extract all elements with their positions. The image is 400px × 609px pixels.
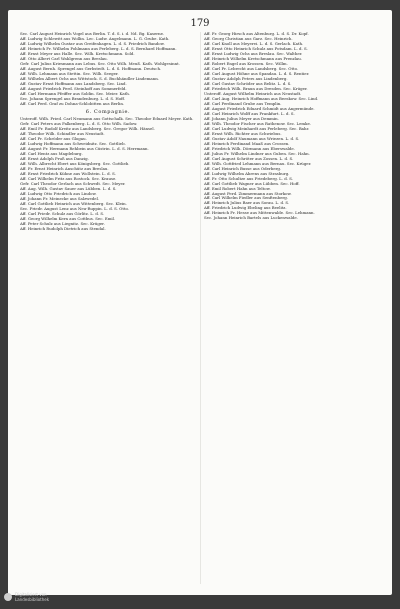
roster-entry: Aff. Carl Heinrich Busse aus Oderberg. — [204, 165, 282, 171]
roster-entry: Aff. Fr. Otto Schultze aus Friedeberg. L. d. S. — [204, 175, 293, 181]
roster-entry: Aff. Wilhelm Albert Ochs aus Wittstock. S. d. Buchhändler Lindemann. — [20, 75, 159, 81]
library-logo-icon — [4, 593, 12, 601]
roster-entry: Aff. Carl Aug. Heinrich Hoffmann aus Beeskow. Sec. Lind. — [204, 95, 319, 101]
left-column — [20, 32, 196, 232]
roster-entry: Aff. Gustav Ernst Hoffmann aus Landsberg. Sec. Lind. — [20, 80, 127, 86]
roster-entry: Aff. Ernst Friedrich Kühne aus Wollstein. L. d. S. — [20, 171, 116, 177]
roster-entry: Aff. Ernst Wilh. Richter aus Schwiebus. — [204, 130, 282, 136]
digitization-badge — [4, 592, 49, 602]
roster-entry: Gefr. Carl Julius Kriesmann aus Lebus. Sec. Otto Wilh. Meuß. Kath. Wohlgesinnt. — [20, 60, 180, 66]
roster-entry: Aff. Carl Hentz aus Magdeburg. — [20, 151, 83, 157]
roster-entry: Aff. August Bernh. Sprengel aus Gerbstedt. L. d. S. Hoffmann. Deutsch. — [20, 65, 162, 71]
roster-entry: Aff. Fr. Ernst Heinrich Anschütz aus Breslau. — [20, 166, 109, 172]
roster-entry: Unteroff. Wilh. Fried. Carl Neumann aus Gottschalk. Sec. Theodor Eduard Meyer. Kath. — [20, 116, 194, 122]
roster-entry: Aff. Ludwig Schlewitt aus Wollin. Lec. Ludw. Angelmann. L. G. Grube. Kath. — [20, 35, 170, 41]
roster-entry: Aff. Friedrich Wilh. Braun aus Dresden. Sec. Krüger. — [204, 85, 308, 91]
roster-entry: Aff. Carl Fr. Schröder aus Glogau. — [20, 136, 87, 142]
roster-entry: Aff. Carl Hermann Pfeiffer aus Soldin. Sec. Meier. Kath. — [20, 90, 130, 96]
right-column — [204, 32, 380, 221]
roster-entry: Aff. Johann Fr. Meinecke aus Salzwedel. — [20, 196, 100, 202]
roster-entry: Sec. Carl August Heinrich Vogel aus Berlin. T. d. S. i. d. Nd. Bg. Kaserne. — [20, 31, 165, 36]
roster-entry: Aff. Theodor Wilh. Schindler aus Neustadt. — [20, 131, 105, 137]
roster-entry: Aff. Carl Fr. Lebrecht aus Landsberg. Sec. Otto. — [204, 65, 299, 71]
roster-entry: Aff. August Ferd. Zimmermann aus Storkow. — [204, 190, 292, 196]
roster-entry: Aff. Robert Engel aus Krossen. Sec. Willm. — [204, 60, 288, 66]
column-divider — [200, 32, 201, 584]
roster-entry: Aff. Gustav Adolph Peters aus Lindenberg. — [204, 75, 288, 81]
roster-entry: Aff. Georg Wilhelm Kern aus Cottbus. Sec. Emil. — [20, 216, 116, 222]
roster-entry: Aff. Heinrich Wilhelm Kretschmann aus Prenzlau. — [204, 55, 302, 61]
roster-entry: Aff. Carl Ferd. Graf zu Dohna-Schlobitten aus Berlin. — [20, 100, 125, 106]
roster-entry: Aff. Carl Gustav Schröder aus Belitz. L. d. S. — [204, 80, 292, 86]
roster-entry: Aff. Otto Albert Carl Wahlgrenn aus Breslau. — [20, 55, 108, 61]
roster-entry: Aff. Aug. Wilh. Gustav Sauer aus Lübben. L. d. S. — [20, 186, 117, 192]
roster-entry: Aff. Carl Ludwig Meinhardt aus Perleberg. Sec. Bahr. — [204, 125, 310, 131]
roster-entry: Sec. Friedr. August Lenz aus Neu-Ruppin. L. d. S. Otto. — [20, 206, 129, 212]
roster-entry: Aff. Ludwig Otto Friedrich aus Lindow. — [20, 191, 97, 197]
roster-entry: Aff. Friedrich Wilh. Dörmann aus Eberswalde. — [204, 145, 295, 151]
badge-line-2: Landesbibliothek — [15, 597, 50, 602]
roster-entry: Aff. Ludwig Wilhelm Gustav aus Greifenhagen. L. d. S. Friedrich Bandow. — [20, 40, 165, 46]
roster-entry: Aff. Heinrich Rudolph Dietrich aus Stendal. — [20, 226, 106, 232]
roster-entry: Aff. Peter Schulz aus Liegnitz. Sec. Krüger. — [20, 221, 105, 227]
roster-entry: Aff. August Friedrich Ferd. Steinhoff aus Sommerfeld. — [20, 85, 127, 91]
badge-line-1: Digitalisiert von — [15, 592, 47, 597]
roster-entry: Aff. Carl Gottlieb Wagner aus Lübben. Sec. Hoff. — [204, 180, 300, 186]
roster-entry: Aff. Wilh. Albrecht Ebert aus Königsberg. Sec. Gottlieb. — [20, 161, 130, 167]
roster-entry: Aff. Heinrich Fr. Wilhelm Pohlmann aus Perleberg. L. d. S. Bernhard Hoffmann. — [20, 45, 177, 51]
roster-entry: Aff. Carl Friedr. Schulz aus Görlitz. L. d. S. — [20, 211, 105, 217]
roster-entry: Aff. Carl Ferdinand Grube aus Templin. — [204, 100, 282, 106]
roster-entry: Unteroff. August Wilhelm Heinrich aus Neustadt. — [204, 90, 302, 96]
roster-entry: Aff. Emil Fr. Rudolf Kreitz aus Landsberg. Sec. Gregor Wilh. Hänsel. — [20, 126, 155, 132]
roster-entry: Aff. Gustav Adolf Naumann aus Wriezen. L. d. S. — [204, 135, 300, 141]
roster-entry: Aff. Julius Fr. Wilhelm Lindner aus Guben. Sec. Hahn. — [204, 150, 310, 156]
roster-entry: Aff. Wilh. Lehmann aus Stettin. Sec. Wilh. Seeger. — [20, 70, 119, 76]
roster-entry: Aff. Heinrich Ferdinand Maaß aus Crossen. — [204, 140, 290, 146]
roster-entry: Aff. August Fr. Hermann Rehbein aus Cüstrin. L. d. S. Herrmann. — [20, 146, 149, 152]
roster-entry: Aff. Carl Wilhelm Fritz aus Rostock. Sec. Krause. — [20, 176, 117, 182]
roster-entry: Aff. Ludwig Wilhelm Ahrens aus Strasburg. — [204, 170, 290, 176]
entry-list-bottom — [20, 117, 196, 231]
roster-entry: Aff. Heinrich Fr. Hesse aus Mittenwalde. Sec. Lehmann. — [204, 210, 315, 216]
roster-entry: Aff. Carl August Höhne aus Spandau. L. d. S. Rentier. — [204, 70, 310, 76]
roster-entry: Aff. Carl Heinrich Wolff aus Frankfurt. L. d. S. — [204, 110, 295, 116]
section-heading: 6. Compagnie. — [85, 109, 131, 116]
roster-entry: Aff. Carl Wilhelm Fiedler aus Senftenberg. — [204, 195, 288, 201]
roster-entry: Gefr. Carl Peters aus Falkenberg. L. d. S. Otto Wilh. Sadow. — [20, 121, 138, 127]
roster-entry: Aff. Ernst Meyer aus Halle. Sec. Wilh. Kretschmann. Sold. — [20, 50, 135, 56]
roster-entry: Aff. Wilh. Theodor Fischer aus Rathenow. Sec. Lemke. — [204, 120, 311, 126]
badge-text — [15, 592, 49, 602]
roster-entry: Aff. Carl Gottlieb Heinrich aus Wittenberg. Sec. Klein. — [20, 201, 127, 207]
roster-entry: Aff. Johann Julius Meyer aus Demmin. — [204, 115, 279, 121]
document-page — [8, 10, 392, 595]
roster-entry: Aff. Wilh. Gottfried Lehmann aus Bernau. Sec. Krüger. — [204, 160, 312, 166]
roster-entry: Aff. Friedrich Ludwig Ebeling aus Beelitz. — [204, 205, 287, 211]
roster-entry: Aff. Heinrich Julius Baer aus Sorau. L. d. S. — [204, 200, 290, 206]
roster-entry: Aff. Ernst Otto Heinrich Schulz aus Potsdam. L. d. S. — [204, 45, 308, 51]
roster-entry: Gefr. Carl Theodor Gerlach aus Schwedt. Sec. Meyer. — [20, 181, 126, 187]
roster-entry: Aff. Ludwig Hoffmann aus Schweidnitz. Sec. Gottlieb. — [20, 141, 126, 147]
page-number: 179 — [190, 18, 210, 29]
roster-entry: Aff. Georg Christian aus Garz. Sec. Heinrich. — [204, 35, 293, 41]
entry-list-right — [204, 32, 380, 221]
roster-entry: Aff. Carl Knoll aus Meyerei. L. d. S. Gerlach. Kath. — [204, 40, 304, 46]
roster-entry: Aff. Carl August Schröter aus Zossen. L. d. S. — [204, 155, 294, 161]
entry-list-top — [20, 32, 196, 106]
roster-entry: Aff. Emil Robert Hahn aus Teltow. — [204, 185, 271, 191]
roster-entry: Aff. Fr. Georg Hirsch aus Altenburg. L. d. S. Dr. Kopf. — [204, 31, 309, 36]
roster-entry: Sec. Johann Heinrich Bartels aus Luckenwalde. — [204, 215, 298, 221]
roster-entry: Aff. Ernst Ludwig Ochs aus Breslau. Sec. Walther. — [204, 50, 303, 56]
roster-entry: Aff. August Friedrich Eduard Schmidt aus Angermünde. — [204, 105, 315, 111]
roster-entry: Sec. Johann Sprengel aus Brandenburg. L. d. S. Hoff. — [20, 95, 126, 101]
roster-entry: Aff. Ernst Adolph Pruß aus Danzig. — [20, 156, 89, 162]
